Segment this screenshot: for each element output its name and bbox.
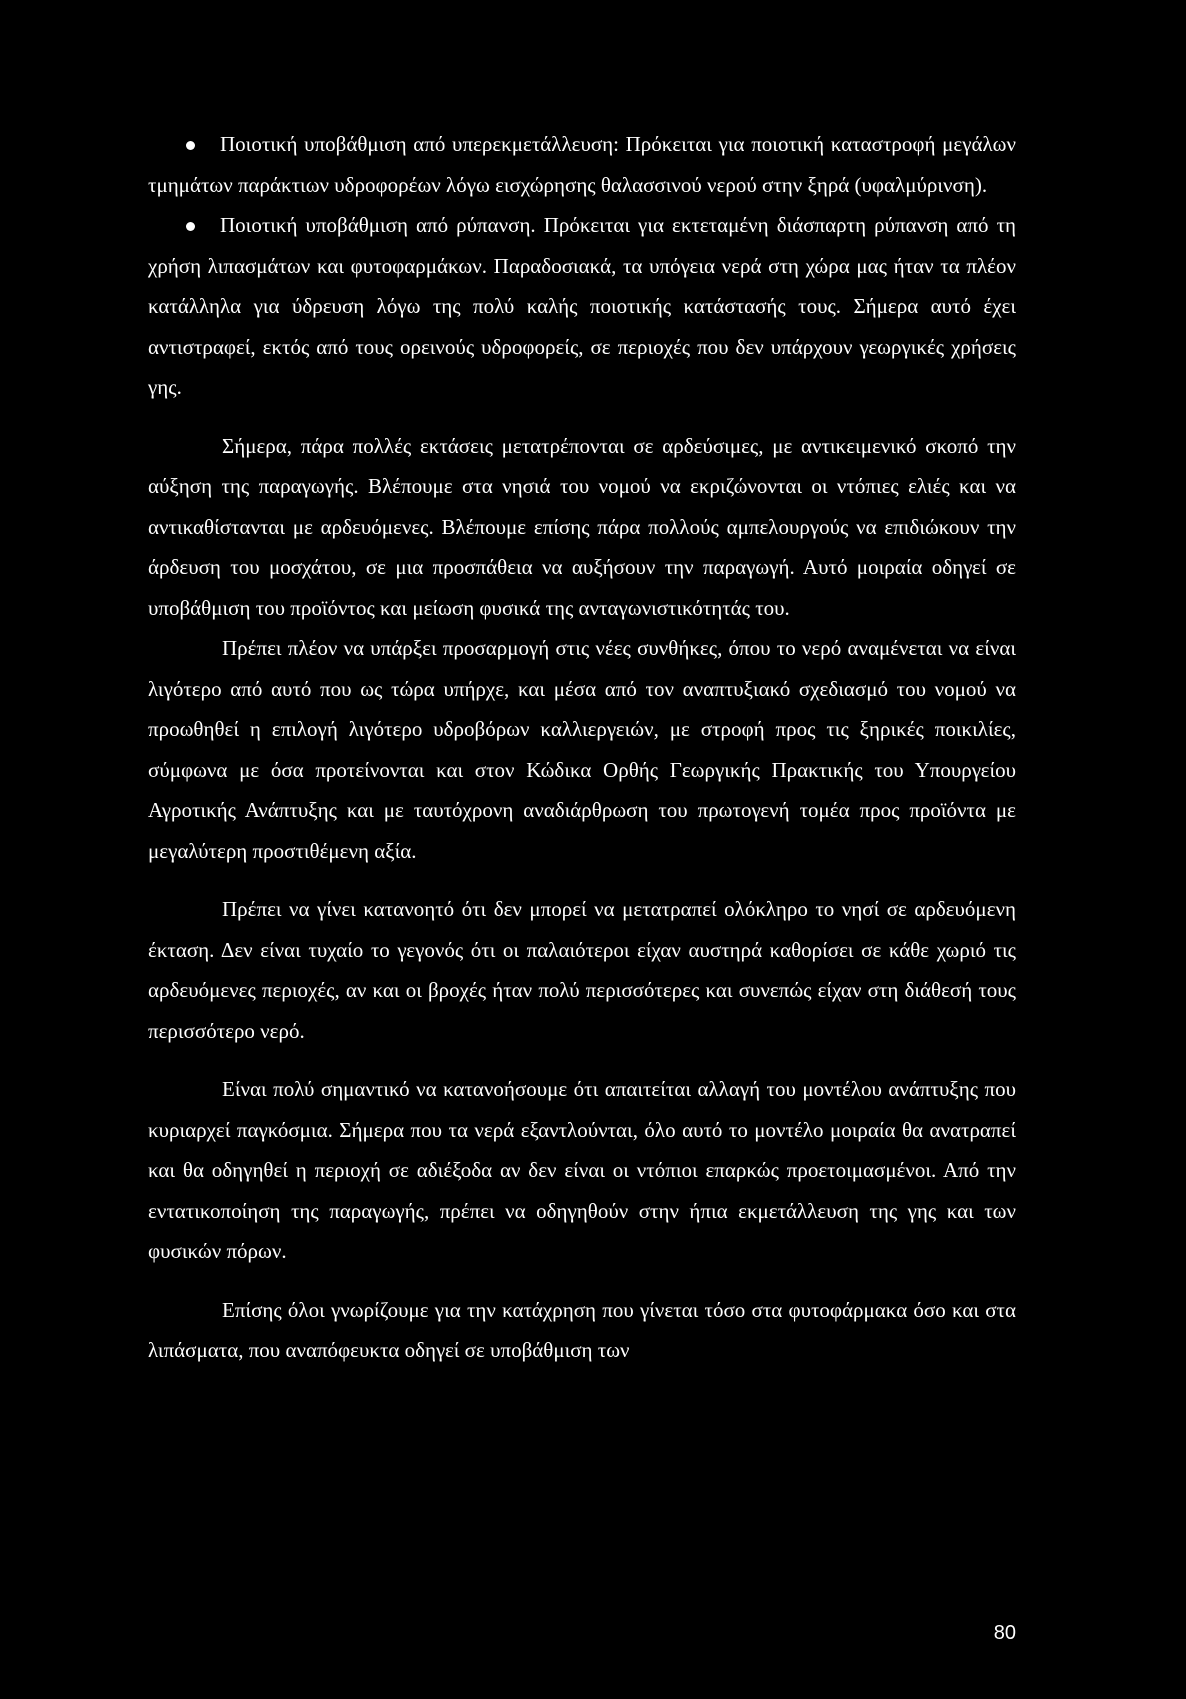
body-paragraph: Είναι πολύ σημαντικό να κατανοήσουμε ότι απαιτείται αλλαγή του μοντέλου ανάπτυξης που κυριαρχεί παγκόσμια. Σήμερα που τα νερά εξαντλούνται, όλο αυτό το μοντέλο μοιραία θα ανατραπεί και θα οδηγηθεί η περιοχή σε αδιέξοδα αν δεν είναι οι ντόπιοι επαρκώς προετοιμασμένοι. Από την εντατικοποίηση της παραγωγής, πρέπει να οδηγηθούν στην ήπια εκμετάλλευση της γης και των φυσικών πόρων. [148,1077,1016,1263]
page-number: 80 [993,1622,1016,1644]
bullet-item [148,124,1016,205]
bullet-dot-icon [186,222,195,231]
body-paragraph: Σήμερα, πάρα πολλές εκτάσεις μετατρέπονται σε αρδεύσιμες, με αντικειμενικό σκοπό την αύξηση της παραγωγής. Βλέπουμε στα νησιά του νομού να εκριζώνονται οι ντόπιες ελιές και να αντικαθίστανται με αρδευόμενες. Βλέπουμε επίσης πάρα πολλούς αμπελουργούς να επιδιώκουν την άρδευση του μοσχάτου, σε μια προσπάθεια να αυξήσουν την παραγωγή. Αυτό μοιραία οδηγεί σε υποβάθμιση του προϊόντος και μείωση φυσικά της ανταγωνιστικότητάς του. [148,433,1016,620]
bullet-item [148,205,1016,408]
bullet-text: Ποιοτική υποβάθμιση από ρύπανση. Πρόκειται για εκτεταμένη διάσπαρτη ρύπανση από τη χρήση λιπασμάτων και φυτοφαρμάκων. Παραδοσιακά, τα υπόγεια νερά στη χώρα μας ήταν τα πλέον κατάλληλα για ύδρευση λόγω της πολύ καλής ποιοτικής κατάστασής τους. Σήμερα αυτό έχει αντιστραφεί, εκτός από τους ορεινούς υδροφορείς, σε περιοχές που δεν υπάρχουν γεωργικές χρήσεις γης. [148,213,1016,399]
body-paragraph: Πρέπει να γίνει κατανοητό ότι δεν μπορεί να μετατραπεί ολόκληρο το νησί σε αρδευόμενη έκταση. Δεν είναι τυχαίο το γεγονός ότι οι παλαιότεροι είχαν αυστηρά καθορίσει σε κάθε χωριό τις αρδευόμενες περιοχές, αν και οι βροχές ήταν πολύ περισσότερες και συνεπώς είχαν στη διάθεσή τους περισσότερο νερό. [148,897,1016,1043]
bullet-list [148,124,1016,408]
bullet-text: Ποιοτική υποβάθμιση από υπερεκμετάλλευση: Πρόκειται για ποιοτική καταστροφή μεγάλων τμημάτων παράκτιων υδροφορέων λόγω εισχώρησης θαλασσινού νερού στην ξηρά (υφαλμύρινση). [148,132,1016,197]
body-paragraph: Πρέπει πλέον να υπάρξει προσαρμογή στις νέες συνθήκες, όπου το νερό αναμένεται να είναι λιγότερο από αυτό που ως τώρα υπήρχε, και μέσα από τον αναπτυξιακό σχεδιασμό του νομού να προωθηθεί η επιλογή λιγότερο υδροβόρων καλλιεργειών, με στροφή προς τις ξηρικές ποικιλίες, σύμφωνα με όσα προτείνονται και στον Κώδικα Ορθής Γεωργικής Πρακτικής του Υπουργείου Αγροτικής Ανάπτυξης και με ταυτόχρονη αναδιάρθρωση του πρωτογενή τομέα προς προϊόντα με μεγαλύτερη προστιθέμενη αξία. [148,636,1016,863]
body-paragraph: Επίσης όλοι γνωρίζουμε για την κατάχρηση που γίνεται τόσο στα φυτοφάρμακα όσο και στα λιπάσματα, που αναπόφευκτα οδηγεί σε υποβάθμιση των [148,1297,1016,1362]
bullet-dot-icon [186,141,195,150]
document-page [148,124,1016,1371]
